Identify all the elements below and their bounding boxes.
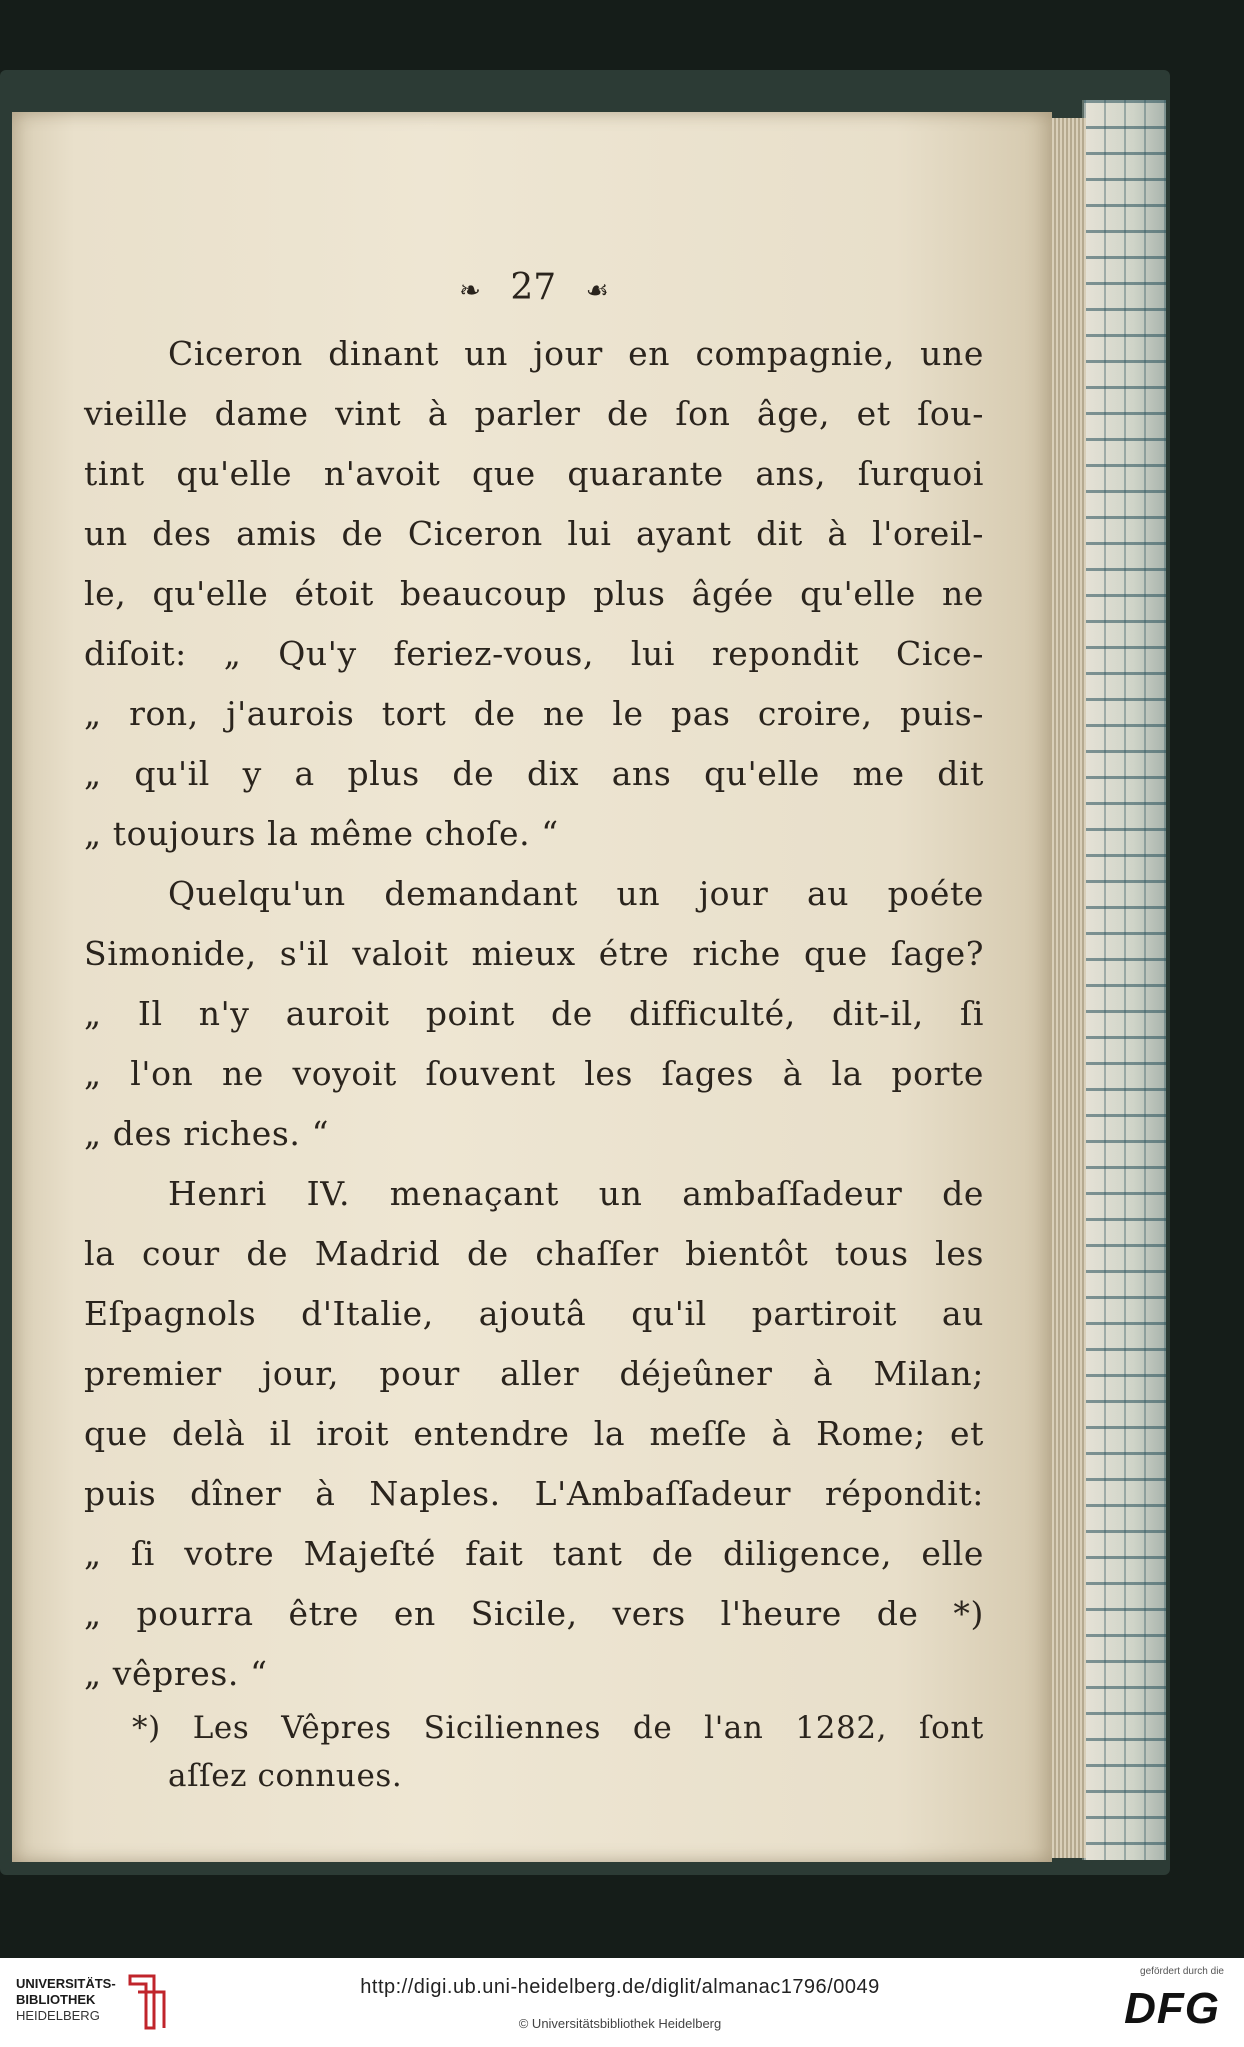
paragraph-cicero — [84, 324, 984, 864]
viewer-footer — [0, 1958, 1244, 2047]
text-line: „ l'on ne voyoit ſouvent les ſages à la porte — [84, 1054, 984, 1093]
marbled-endpaper — [1082, 100, 1166, 1860]
ornament-right-icon: ☙ — [585, 276, 609, 306]
text-line: „ ron, j'aurois tort de ne le pas croire, puis- — [84, 694, 984, 733]
library-emblem-icon — [124, 1968, 172, 2034]
text-line: Eſpagnols d'Italie, ajoutâ qu'il partiroit au — [84, 1294, 984, 1333]
paragraph-simonide — [84, 864, 984, 1164]
library-name-line: UNIVERSITÄTS- — [16, 1976, 116, 1991]
text-line: diſoit: „ Qu'y feriez-vous, lui repondit Cice- — [84, 634, 984, 673]
text-line: Simonide, s'il valoit mieux étre riche que ſage? — [84, 934, 984, 973]
text-line: Henri IV. menaçant un ambaſſadeur de — [168, 1174, 984, 1213]
footnote-line: aſſez connues. — [168, 1758, 403, 1794]
text-line: tint qu'elle n'avoit que quarante ans, ſurquoi — [84, 454, 984, 493]
text-line: „ ſi votre Majeſté fait tant de diligence, elle — [84, 1534, 984, 1573]
text-line: le, qu'elle étoit beaucoup plus âgée qu'elle ne — [84, 574, 984, 613]
text-line: Quelqu'un demandant un jour au poéte — [168, 874, 984, 913]
text-line: un des amis de Ciceron lui ayant dit à l'oreil- — [84, 514, 984, 553]
book-page — [12, 112, 1052, 1862]
footnote — [84, 1704, 984, 1800]
text-line: „ Il n'y auroit point de difficulté, dit-il, ſi — [84, 994, 984, 1033]
text-line: vieille dame vint à parler de ſon âge, et ſou- — [84, 394, 984, 433]
page-number: 27 — [510, 267, 557, 308]
text-line: „ des riches. “ — [84, 1114, 330, 1153]
funder-caption: gefördert durch die — [1140, 1966, 1224, 1977]
library-name-line: HEIDELBERG — [16, 2008, 100, 2023]
page-edges — [1048, 118, 1086, 1858]
text-line: premier jour, pour aller déjeûner à Milan; — [84, 1354, 984, 1393]
paragraph-henri — [84, 1164, 984, 1704]
copyright-notice: © Universitätsbibliothek Heidelberg — [518, 2016, 722, 2031]
library-name-line: BIBLIOTHEK — [16, 1992, 96, 2007]
text-line: „ vêpres. “ — [84, 1654, 268, 1693]
text-line: la cour de Madrid de chaſſer bientôt tous les — [84, 1234, 984, 1273]
page-text — [84, 252, 984, 1800]
dfg-logo[interactable]: DFG — [1124, 1984, 1220, 2033]
permalink-url[interactable]: http://digi.ub.uni-heidelberg.de/diglit/almanac1796/0049 — [360, 1976, 880, 1998]
text-line: „ qu'il y a plus de dix ans qu'elle me dit — [84, 754, 984, 793]
text-line: Ciceron dinant un jour en compagnie, une — [168, 334, 984, 373]
footnote-line: *) Les Vêpres Siciliennes de l'an 1282, ſont — [132, 1710, 984, 1746]
text-line: que delà il iroit entendre la meſſe à Rome; et — [84, 1414, 984, 1453]
ornament-left-icon: ❧ — [459, 276, 481, 306]
text-line: puis dîner à Naples. L'Ambaſſadeur répondit: — [84, 1474, 984, 1513]
text-line: „ toujours la même choſe. “ — [84, 814, 559, 853]
page-header — [84, 252, 984, 324]
text-line: „ pourra être en Sicile, vers l'heure de *) — [84, 1594, 984, 1633]
